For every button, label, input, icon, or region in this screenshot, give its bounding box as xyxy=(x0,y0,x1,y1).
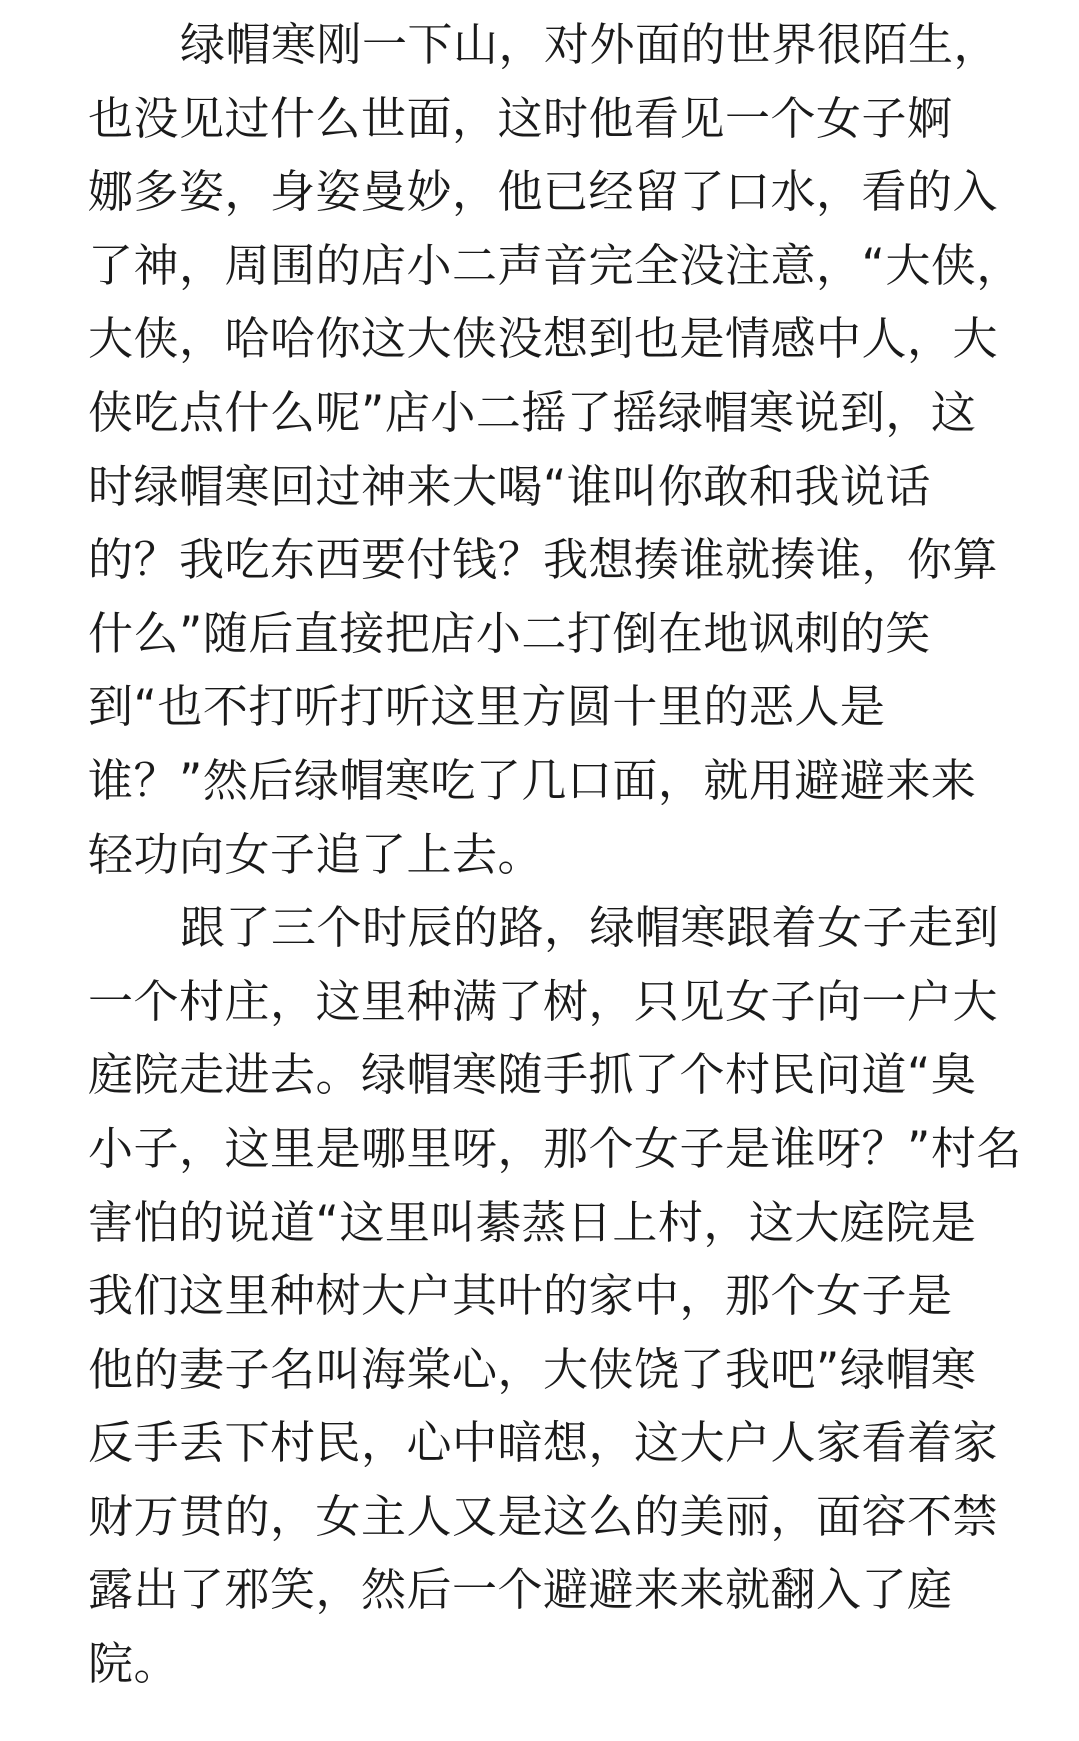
text-line: 露出了邪笑，然后一个避避来来就翻入了庭 xyxy=(88,1563,953,1617)
text-line: 害怕的说道“这里叫綦蒸日上村，这大庭院是 xyxy=(88,1195,977,1249)
text-line: 财万贯的，女主人又是这么的美丽，面容不禁 xyxy=(88,1489,999,1543)
text-line: 轻功向女子追了上去。 xyxy=(88,827,544,881)
text-line: 谁？”然后绿帽寒吃了几口面，就用避避来来 xyxy=(88,753,977,807)
text-line: 反手丢下村民，心中暗想，这大户人家看着家 xyxy=(88,1416,999,1470)
text-line: 到“也不打听打听这里方圆十里的恶人是 xyxy=(88,680,886,734)
text-line: 娜多姿，身姿曼妙，他已经留了口水，看的入 xyxy=(88,165,999,219)
text-line: 侠吃点什么呢”店小二摇了摇绿帽寒说到，这 xyxy=(88,385,977,439)
text-line: 庭院走进去。绿帽寒随手抓了个村民问道“臭 xyxy=(88,1048,977,1102)
text-line: 院。 xyxy=(88,1637,180,1691)
text-line: 大侠，哈哈你这大侠没想到也是情感中人，大 xyxy=(88,312,999,366)
text-line: 我们这里种树大户其叶的家中，那个女子是 xyxy=(88,1269,953,1323)
text-line: 也没见过什么世面，这时他看见一个女子婀 xyxy=(88,91,953,145)
text-line: 时绿帽寒回过神来大喝“谁叫你敢和我说话 xyxy=(88,459,931,513)
text-line: 跟了三个时辰的路，绿帽寒跟着女子走到 xyxy=(180,901,1000,955)
text-line: 绿帽寒刚一下山，对外面的世界很陌生， xyxy=(180,18,1000,71)
article-body xyxy=(88,8,1022,1701)
text-line: 什么”随后直接把店小二打倒在地讽刺的笑 xyxy=(88,606,931,660)
paragraph-1 xyxy=(88,8,1022,891)
text-line: 一个村庄，这里种满了树，只见女子向一户大 xyxy=(88,974,999,1028)
text-line: 他的妻子名叫海棠心，大侠饶了我吧”绿帽寒 xyxy=(88,1342,977,1396)
text-line: 了神，周围的店小二声音完全没注意，“大侠， xyxy=(88,238,1022,292)
paragraph-2 xyxy=(88,891,1022,1701)
text-line: 小子，这里是哪里呀，那个女子是谁呀？”村名 xyxy=(88,1121,1022,1175)
text-line: 的？我吃东西要付钱？我想揍谁就揍谁，你算 xyxy=(88,533,999,587)
